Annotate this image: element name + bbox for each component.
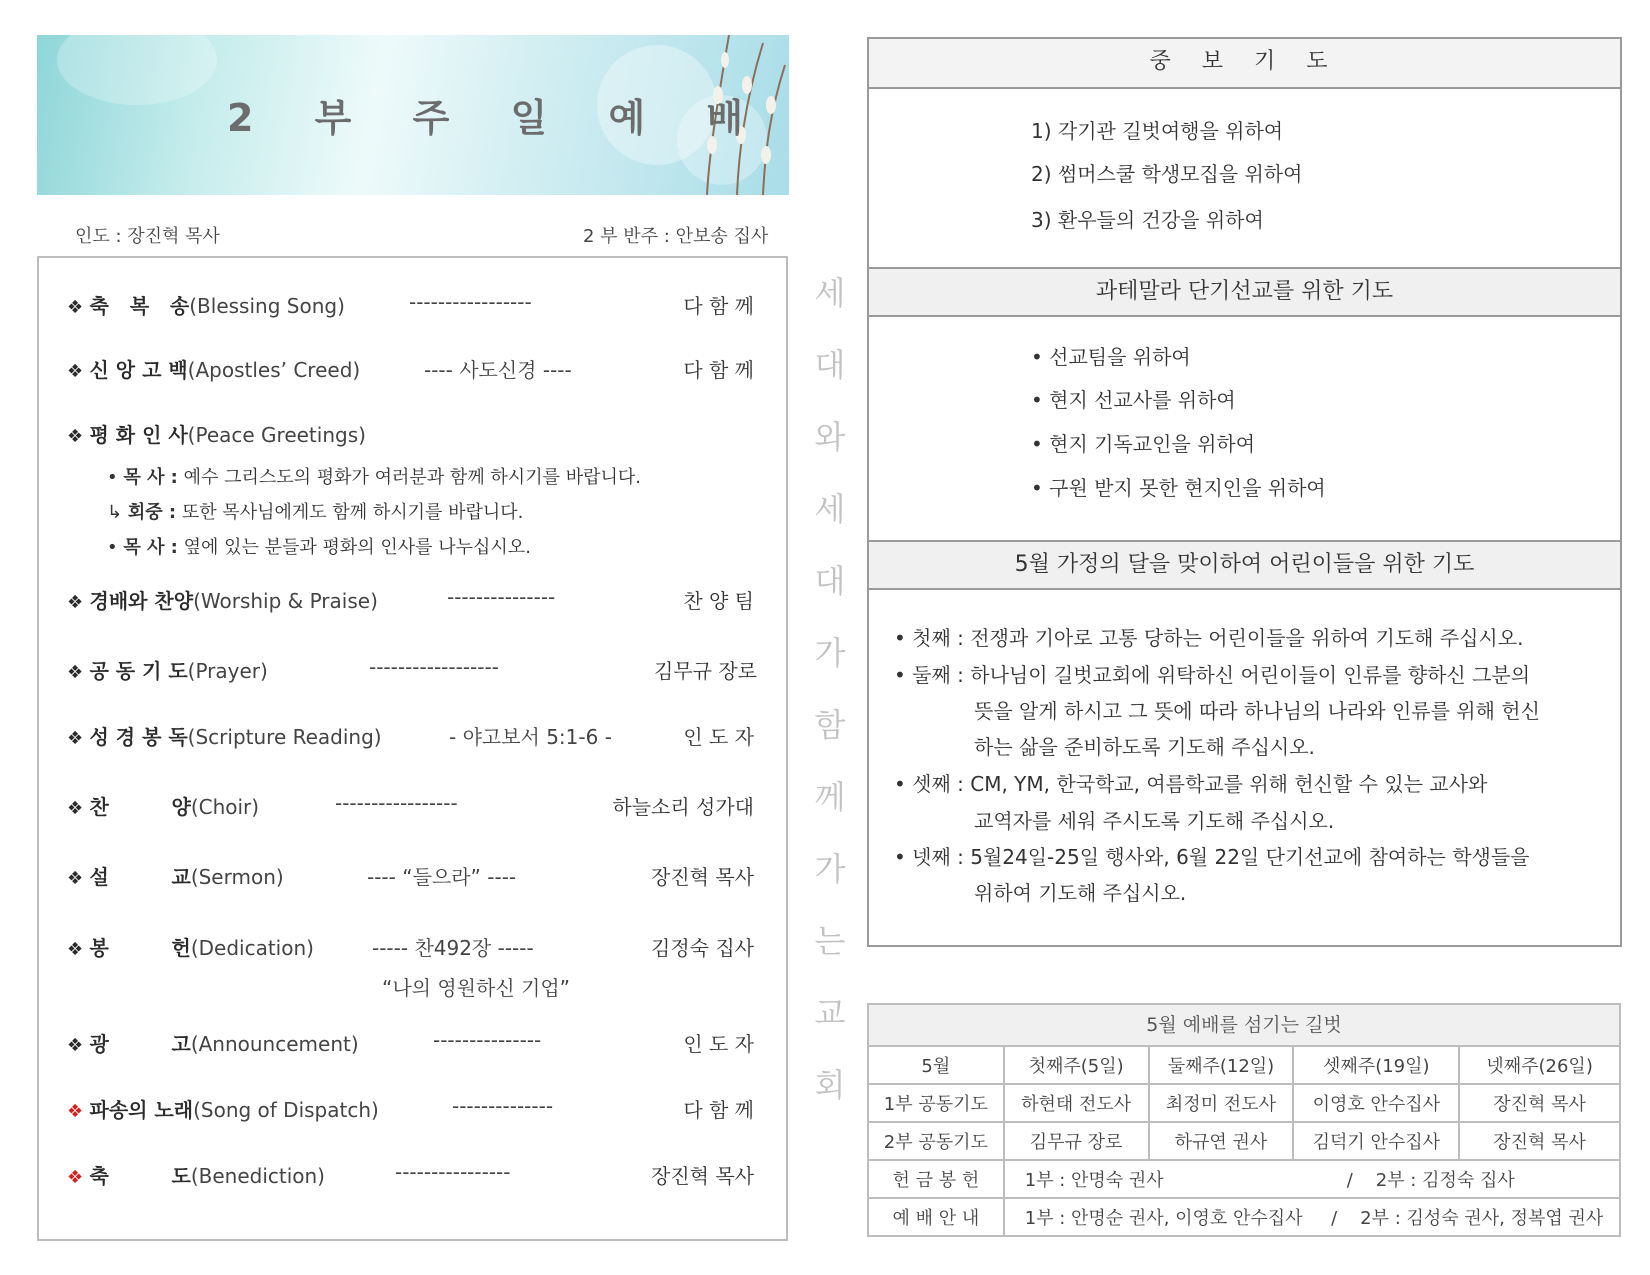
service-table-title: 5월 예배를 섬기는 길벗 [867,1003,1621,1047]
prayer-item: 3) 환우들의 건강을 위하여 [1031,208,1264,232]
dedication-hymn: “나의 영원하신 기업” [382,976,570,1000]
order-item: ❖ 파송의 노래(Song of Dispatch) [67,1098,379,1122]
order-of-worship [37,256,788,1241]
order-item-detail: ------------------ [369,655,499,679]
order-item-detail: --------------- [433,1028,542,1052]
order-item: ❖ 축 도(Benediction) [67,1164,325,1188]
order-item: ❖ 공 동 기 도(Prayer) [67,659,268,683]
diamond-icon: ❖ [67,426,84,447]
children-prayer-line: • 넷째 : 5월24일-25일 행사와, 6월 22일 단기선교에 참여하는 학생들을 [894,845,1530,869]
leader-label: 인도 : 장진혁 목사 [75,226,220,247]
greeting-line: • 목 사 : 예수 그리스도의 평화가 여러분과 함께 하시기를 바랍니다. [107,467,641,488]
order-item-leader: 다 함 께 [683,358,754,382]
diamond-icon: ❖ [67,662,84,683]
prayer-title: 중 보 기 도 [869,39,1620,89]
mission-prayer-item: • 구원 받지 못한 현지인을 위하여 [1031,476,1326,500]
order-item-detail: - 야고보서 5:1-6 - [449,725,612,749]
children-prayer-line: 위하여 기도해 주십시오. [974,881,1187,905]
children-prayer-line: 뜻을 알게 하시고 그 뜻에 따라 하나님의 나라와 인류를 위해 헌신 [974,699,1540,723]
diamond-icon: ❖ [67,868,84,889]
mission-prayer-item: • 현지 기독교인을 위하여 [1031,432,1256,456]
service-table [867,1045,1621,1237]
diamond-icon: ❖ [67,361,84,382]
service-title: 2 부 주 일 예 배 [227,96,768,140]
greeting-line: ↳ 회중 : 또한 목사님에게도 함께 하시기를 바랍니다. [107,502,524,523]
order-item: ❖ 광 고(Announcement) [67,1032,359,1056]
order-item-detail: ----- 찬492장 ----- [372,936,534,960]
table-row: 헌 금 봉 헌 1부 : 안명숙 권사 / 2부 : 김정숙 집사 [868,1160,1620,1198]
table-row: 5월 첫째주(5일) 둘째주(12일) 셋째주(19일) 넷째주(26일) [868,1046,1620,1084]
order-item: ❖ 찬 양(Choir) [67,795,260,819]
intercessory-prayer-box [867,37,1622,947]
order-item: ❖ 평 화 인 사(Peace Greetings) [67,423,366,447]
order-item-detail: ----------------- [409,290,532,314]
order-item-leader: 인 도 자 [683,1032,754,1056]
diamond-icon: ❖ [67,798,84,819]
children-prayer-title: 5월 가정의 달을 맞이하여 어린이들을 위한 기도 [869,540,1620,590]
prayer-item: 1) 각기관 길벗여행을 위하여 [1031,119,1284,143]
table-row: 예 배 안 내 1부 : 안명순 권사, 이영호 안수집사 / 2부 : 김성숙 권사, 정복엽 권사 [868,1198,1620,1236]
prayer-item: 2) 썸머스쿨 학생모집을 위하여 [1031,162,1303,186]
diamond-icon: ❖ [67,592,84,613]
order-item: ❖ 설 교(Sermon) [67,865,284,889]
order-item-detail: ---- 사도신경 ---- [424,358,572,382]
banner [37,35,789,195]
order-item-detail: -------------- [452,1094,554,1118]
diamond-icon: ❖ [67,728,84,749]
children-prayer-line: • 셋째 : CM, YM, 한국학교, 여름학교를 위해 헌신할 수 있는 교사와 [894,772,1488,796]
order-item-detail: ---------------- [395,1160,511,1184]
order-item-leader: 김무규 장로 [654,659,757,683]
order-item-leader: 하늘소리 성가대 [612,795,754,819]
order-item-leader: 인 도 자 [683,725,754,749]
accompanist-label: 2 부 반주 : 안보송 집사 [583,226,769,247]
order-item-leader: 장진혁 목사 [651,865,754,889]
diamond-icon: ❖ [67,1035,84,1056]
order-item-detail: ---- “들으라” ---- [367,865,517,889]
order-item-leader: 찬 양 팀 [683,589,754,613]
diamond-icon: ❖ [67,1101,84,1122]
order-item: ❖ 신 앙 고 백(Apostles’ Creed) [67,358,361,382]
order-item: ❖ 경배와 찬양(Worship & Praise) [67,589,378,613]
mission-prayer-item: • 현지 선교사를 위하여 [1031,388,1236,412]
order-item-detail: --------------- [447,585,556,609]
order-item-leader: 장진혁 목사 [651,1164,754,1188]
greeting-line: • 목 사 : 옆에 있는 분들과 평화의 인사를 나누십시오. [107,537,531,558]
order-item-leader: 김정숙 집사 [651,936,754,960]
mission-prayer-item: • 선교팀을 위하여 [1031,345,1191,369]
order-item: ❖ 성 경 봉 독(Scripture Reading) [67,725,382,749]
order-item: ❖ 봉 헌(Dedication) [67,936,314,960]
children-prayer-line: • 둘째 : 하나님이 길벗교회에 위탁하신 어린이들이 인류를 향하신 그분의 [894,663,1531,687]
children-prayer-line: 하는 삶을 준비하도록 기도해 주십시오. [974,735,1315,759]
order-item: ❖ 축 복 송(Blessing Song) [67,294,345,318]
diamond-icon: ❖ [67,1167,84,1188]
order-item-detail: ----------------- [335,791,458,815]
table-row: 1부 공동기도 하현태 전도사 최정미 전도사 이영호 안수집사 장진혁 목사 [868,1084,1620,1122]
mission-prayer-title: 과테말라 단기선교를 위한 기도 [869,267,1620,317]
order-item-leader: 다 함 께 [683,1098,754,1122]
diamond-icon: ❖ [67,939,84,960]
order-item-leader: 다 함 께 [683,294,754,318]
children-prayer-line: 교역자를 세워 주시도록 기도해 주십시오. [974,809,1335,833]
table-row: 2부 공동기도 김무규 장로 하규연 권사 김덕기 안수집사 장진혁 목사 [868,1122,1620,1160]
children-prayer-line: • 첫째 : 전쟁과 기아로 고통 당하는 어린이들을 위하여 기도해 주십시오. [894,626,1524,650]
diamond-icon: ❖ [67,297,84,318]
